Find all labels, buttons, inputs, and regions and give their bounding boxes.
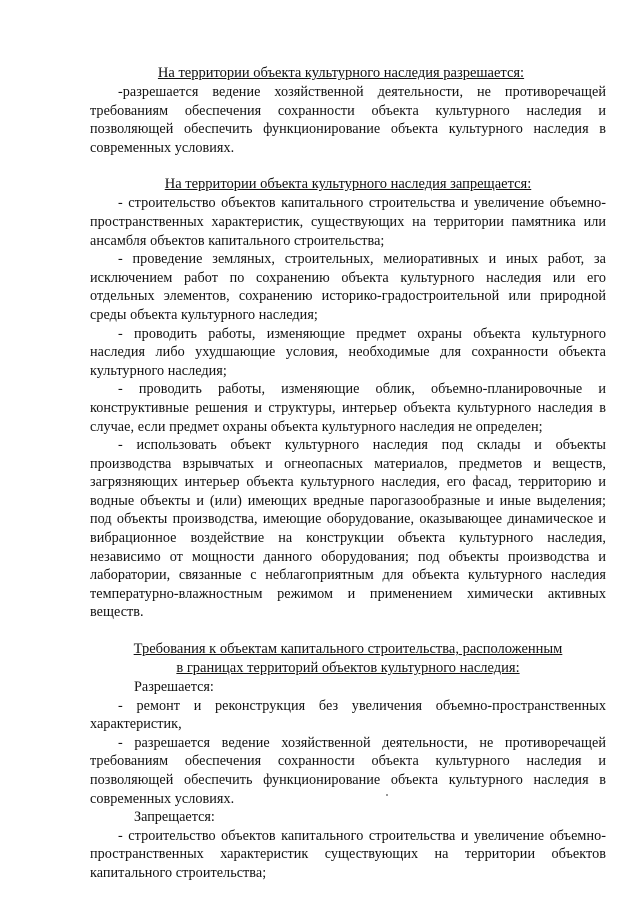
paragraph-req-allowed-2: - разрешается ведение хозяйственной деятельности, не противоречащей требованиям обеспечения сохранности объекта культурного наследия и позволяющей обеспечить функционирование объекта культурного наследия в современных условиях.	[90, 734, 606, 807]
heading-forbidden: На территории объекта культурного наследия запрещается:	[164, 176, 532, 193]
paragraph-forbidden-2: - проведение земляных, строительных, мелиоративных и иных работ, за исключением работ по сохранению объекта культурного наследия или его отдельных элементов, сохранению историко-градостроительной или природной среды объекта культурного наследия;	[90, 251, 606, 323]
paragraph-forbidden-5: - использовать объект культурного наследия под склады и объекты производства взрывчатых и огнеопасных материалов, предметов и веществ, загрязняющих интерьер объекта культурного наследия, его фасад, территорию и водные объекты и (или) имеющих вредные парогазообразные и иные выделения; под объекты производства, имеющие оборудование, оказывающее динамическое и вибрационное воздействие на конструкции объекта культурного наследия, независимо от мощности данного оборудования; под объекты производства и лаборатории, связанные с неблагоприятным для объекта культурного наследия температурно-влажностным режимом и применением химически активных веществ.	[90, 437, 606, 621]
label-allowed: Разрешается:	[134, 679, 214, 696]
paragraph-forbidden-1: - строительство объектов капитального строительства и увеличение объемно-пространственных характеристик, существующих на территории памятника или ансамбля объектов капитального строительства;	[90, 195, 606, 249]
paragraph-req-forbidden-1: - строительство объектов капитального строительства и увеличение объемно-пространственных характеристик существующих на территории объектов капитального строительства;	[90, 827, 606, 881]
heading-requirements-line2: в границах территорий объектов культурного наследия:	[176, 660, 520, 677]
paragraph-forbidden-3: - проводить работы, изменяющие предмет охраны объекта культурного наследия либо ухудшающие условия, необходимые для сохранности объекта культурного наследия;	[90, 325, 606, 379]
label-forbidden: Запрещается:	[134, 809, 215, 826]
paragraph-req-allowed-1: - ремонт и реконструкция без увеличения объемно-пространственных характеристик,	[90, 697, 606, 733]
scan-speck	[386, 794, 388, 796]
heading-allowed: На территории объекта культурного наследия разрешается:	[157, 65, 525, 81]
paragraph-forbidden-4: - проводить работы, изменяющие облик, объемно-планировочные и конструктивные решения и структуры, интерьер объекта культурного наследия в случае, если предмет охраны объекта культурного наследия не определен;	[90, 381, 606, 435]
paragraph-allowed-1: -разрешается ведение хозяйственной деятельности, не противоречащей требованиям обеспечения сохранности объекта культурного наследия и позволяющей обеспечить функционирование объекта культурного наследия в современных условиях.	[90, 84, 606, 156]
heading-requirements-line1: Требования к объектам капитального строительства, расположенным	[133, 641, 563, 658]
